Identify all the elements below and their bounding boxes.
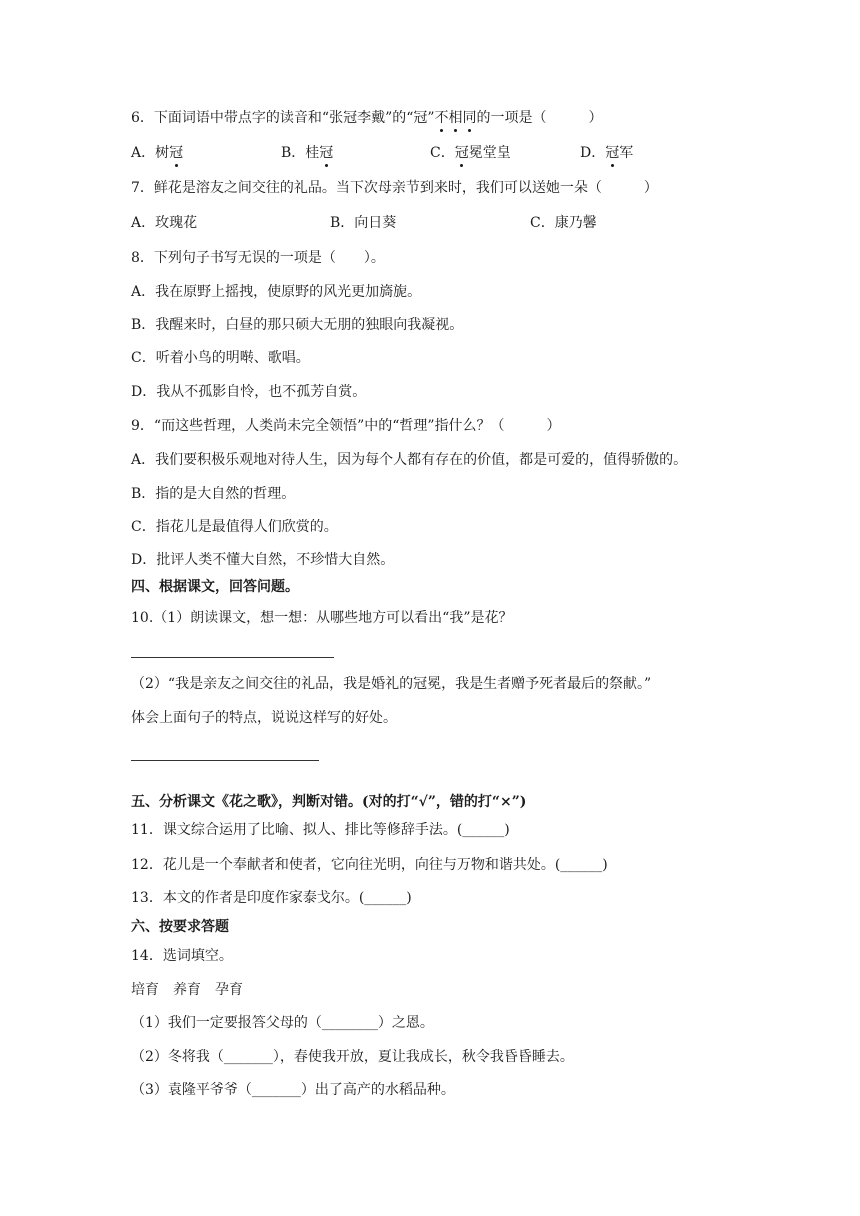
q9-option-a: A．我们要积极乐观地对待人生，因为每个人都有存在的价值，都是可爱的，值得骄傲的。 <box>131 452 688 468</box>
question-13: 13．本文的作者是印度作家泰戈尔。(______) <box>131 890 412 906</box>
question-8-stem: 8．下列句子书写无误的一项是（ ）。 <box>131 250 385 266</box>
q8-option-c: C．听着小鸟的明啭、歌唱。 <box>131 350 310 366</box>
q7-option-b: B．向日葵 <box>330 215 397 231</box>
q8-option-d: D．我从不孤影自怜，也不孤芳自赏。 <box>131 384 367 400</box>
q9-option-d: D．批评人类不懂大自然，不珍惜大自然。 <box>131 552 395 568</box>
q6-option-a <box>131 143 183 163</box>
q6-c-dotted: 冠 <box>454 145 469 161</box>
section-4-heading: 四、根据课文，回答问题。 <box>131 579 299 595</box>
q14-word-bank: 培育 养育 孕育 <box>131 982 243 998</box>
q6-prefix: 6．下面词语中带点字的读音和“张冠李戴”的“冠” <box>131 110 435 126</box>
q6-c-text: C． <box>430 145 455 161</box>
q6-d-text: D． <box>580 145 606 161</box>
q6-option-c <box>430 143 511 163</box>
q6-suffix: 的一项是（ ） <box>476 110 603 126</box>
q6-dotted-char: 同 <box>462 110 477 126</box>
q6-d-rest: 军 <box>619 145 634 161</box>
question-6-stem <box>131 108 603 128</box>
q10-part-2-prompt: 体会上面句子的特点，说说这样写的好处。 <box>131 710 397 726</box>
q10-answer-line-1[interactable] <box>131 657 334 658</box>
q6-a-dotted: 冠 <box>169 145 184 161</box>
q10-part-1: 10.（1）朗读课文，想一想：从哪些地方可以看出“我”是花？ <box>131 610 513 626</box>
q8-option-a: A．我在原野上摇拽，使原野的风光更加旖旎。 <box>131 284 422 300</box>
q6-a-text: A．树 <box>131 145 170 161</box>
question-14-stem: 14．选词填空。 <box>131 948 233 964</box>
question-9-stem: 9．“而这些哲理，人类尚未完全领悟”中的“哲理”指什么？（ ） <box>131 418 561 434</box>
q7-option-a: A．玫瑰花 <box>131 215 198 231</box>
q10-part-2: （2）“我是亲友之间交往的礼品，我是婚礼的冠冕，我是生者赠予死者最后的祭献。” <box>131 676 652 692</box>
question-11: 11．课文综合运用了比喻、拟人、排比等修辞手法。(______) <box>131 822 510 838</box>
q14-item-3: （3）袁隆平爷爷（_______）出了高产的水稻品种。 <box>131 1082 455 1098</box>
q6-dotted-char: 不 <box>434 110 449 126</box>
q6-option-d <box>580 143 633 163</box>
q6-option-b <box>281 143 333 163</box>
q14-item-2: （2）冬将我（_______），春使我开放，夏让我成长，秋令我昏昏睡去。 <box>131 1049 574 1065</box>
q8-option-b: B．我醒来时，白昼的那只硕大无朋的独眼向我凝视。 <box>131 317 464 333</box>
q6-d-dotted: 冠 <box>605 145 620 161</box>
question-7-stem: 7．鲜花是溶友之间交往的礼品。当下次母亲节到来时，我们可以送她一朵（ ） <box>131 180 658 196</box>
q6-dotted-char: 相 <box>448 110 463 126</box>
q6-b-dotted: 冠 <box>319 145 334 161</box>
q10-answer-line-2[interactable] <box>131 760 319 761</box>
q7-option-c: C．康乃馨 <box>530 215 597 231</box>
q14-item-1: （1）我们一定要报答父母的（________）之恩。 <box>131 1015 434 1031</box>
q9-option-c: C．指花儿是最值得人们欣赏的。 <box>131 519 338 535</box>
question-12: 12．花儿是一个奉献者和使者，它向往光明，向往与万物和谐共处。(______) <box>131 857 608 873</box>
q6-c-rest: 冕堂皇 <box>468 145 511 161</box>
section-6-heading: 六、按要求答题 <box>131 919 229 935</box>
section-5-heading: 五、分析课文《花之歌》，判断对错。(对的打“√”，错的打“×”) <box>131 794 527 810</box>
q6-b-text: B．桂 <box>281 145 320 161</box>
q9-option-b: B．指的是大自然的哲理。 <box>131 486 296 502</box>
